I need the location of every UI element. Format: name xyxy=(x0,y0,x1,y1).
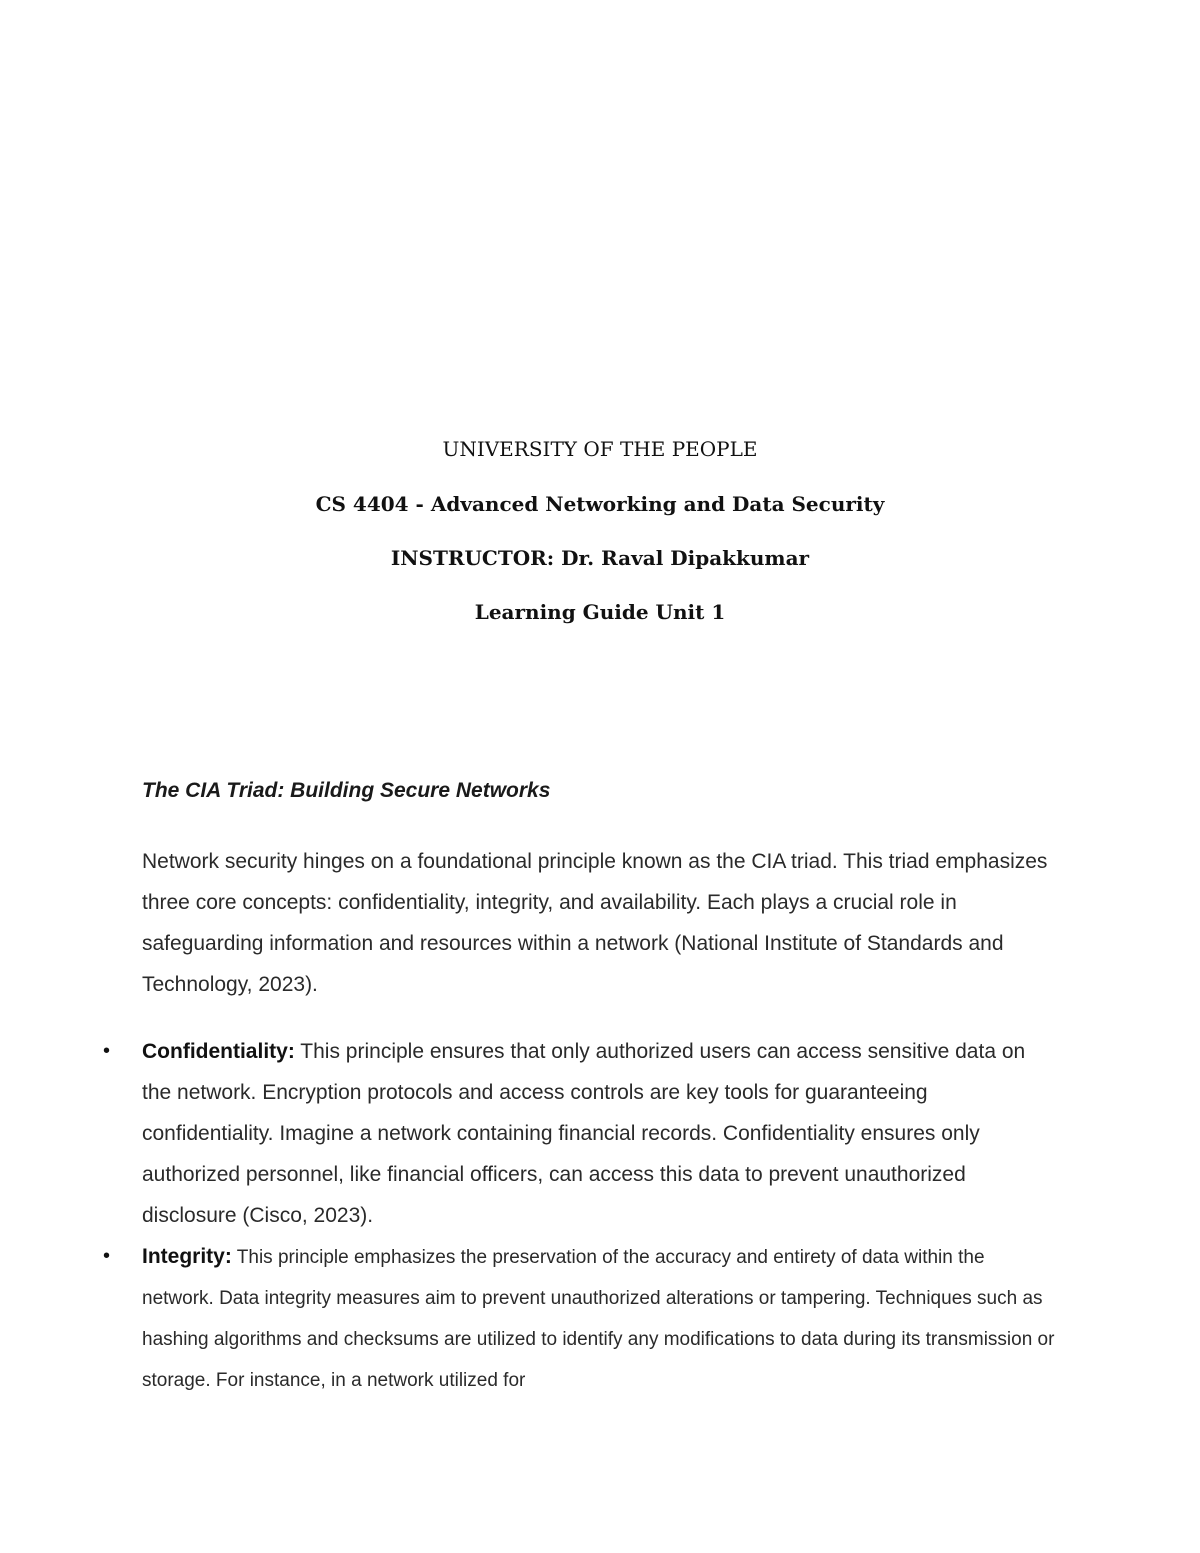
bullet-term: Integrity: xyxy=(142,1245,232,1268)
bullet-dot-icon: • xyxy=(103,1245,111,1267)
bullet-term: Confidentiality: xyxy=(142,1040,295,1063)
bullet-integrity xyxy=(103,1236,1057,1401)
bullet-dot-icon: • xyxy=(103,1040,111,1062)
section-heading: The CIA Triad: Building Secure Networks xyxy=(142,779,551,802)
intro-paragraph: Network security hinges on a foundational principle known as the CIA triad. This triad emphasizes three core concepts: confidentiality, integrity, and availability. Each plays a crucial role in safeguarding information and resources within a network (National Institute of Standards and Technology, 2023). xyxy=(142,850,1048,996)
bullet-text: This principle ensures that only authorized users can access sensitive data on the network. Encryption protocols and access controls are key tools for guaranteeing confidentiality. Imagine a network containing financial records. Confidentiality ensures only authorized personnel, like financial officers, can access this data to prevent unauthorized disclosure (Cisco, 2023). xyxy=(142,1040,1026,1227)
instructor-line: INSTRUCTOR: Dr. Raval Dipakkumar xyxy=(390,546,810,570)
university-name: UNIVERSITY OF THE PEOPLE xyxy=(442,437,758,461)
bullet-text: This principle emphasizes the preservation of the accuracy and entirety of data within the network. Data integrity measures aim to prevent unauthorized alterations or tampering. Techniques such as hashing algorithms and checksums are utilized to identify any modifications to data during its transmission or storage. For instance, in a network utilized for xyxy=(142,1247,1055,1391)
bullet-confidentiality xyxy=(103,1031,1057,1236)
learning-guide-title: Learning Guide Unit 1 xyxy=(474,600,726,624)
course-title: CS 4404 - Advanced Networking and Data Security xyxy=(315,492,885,516)
